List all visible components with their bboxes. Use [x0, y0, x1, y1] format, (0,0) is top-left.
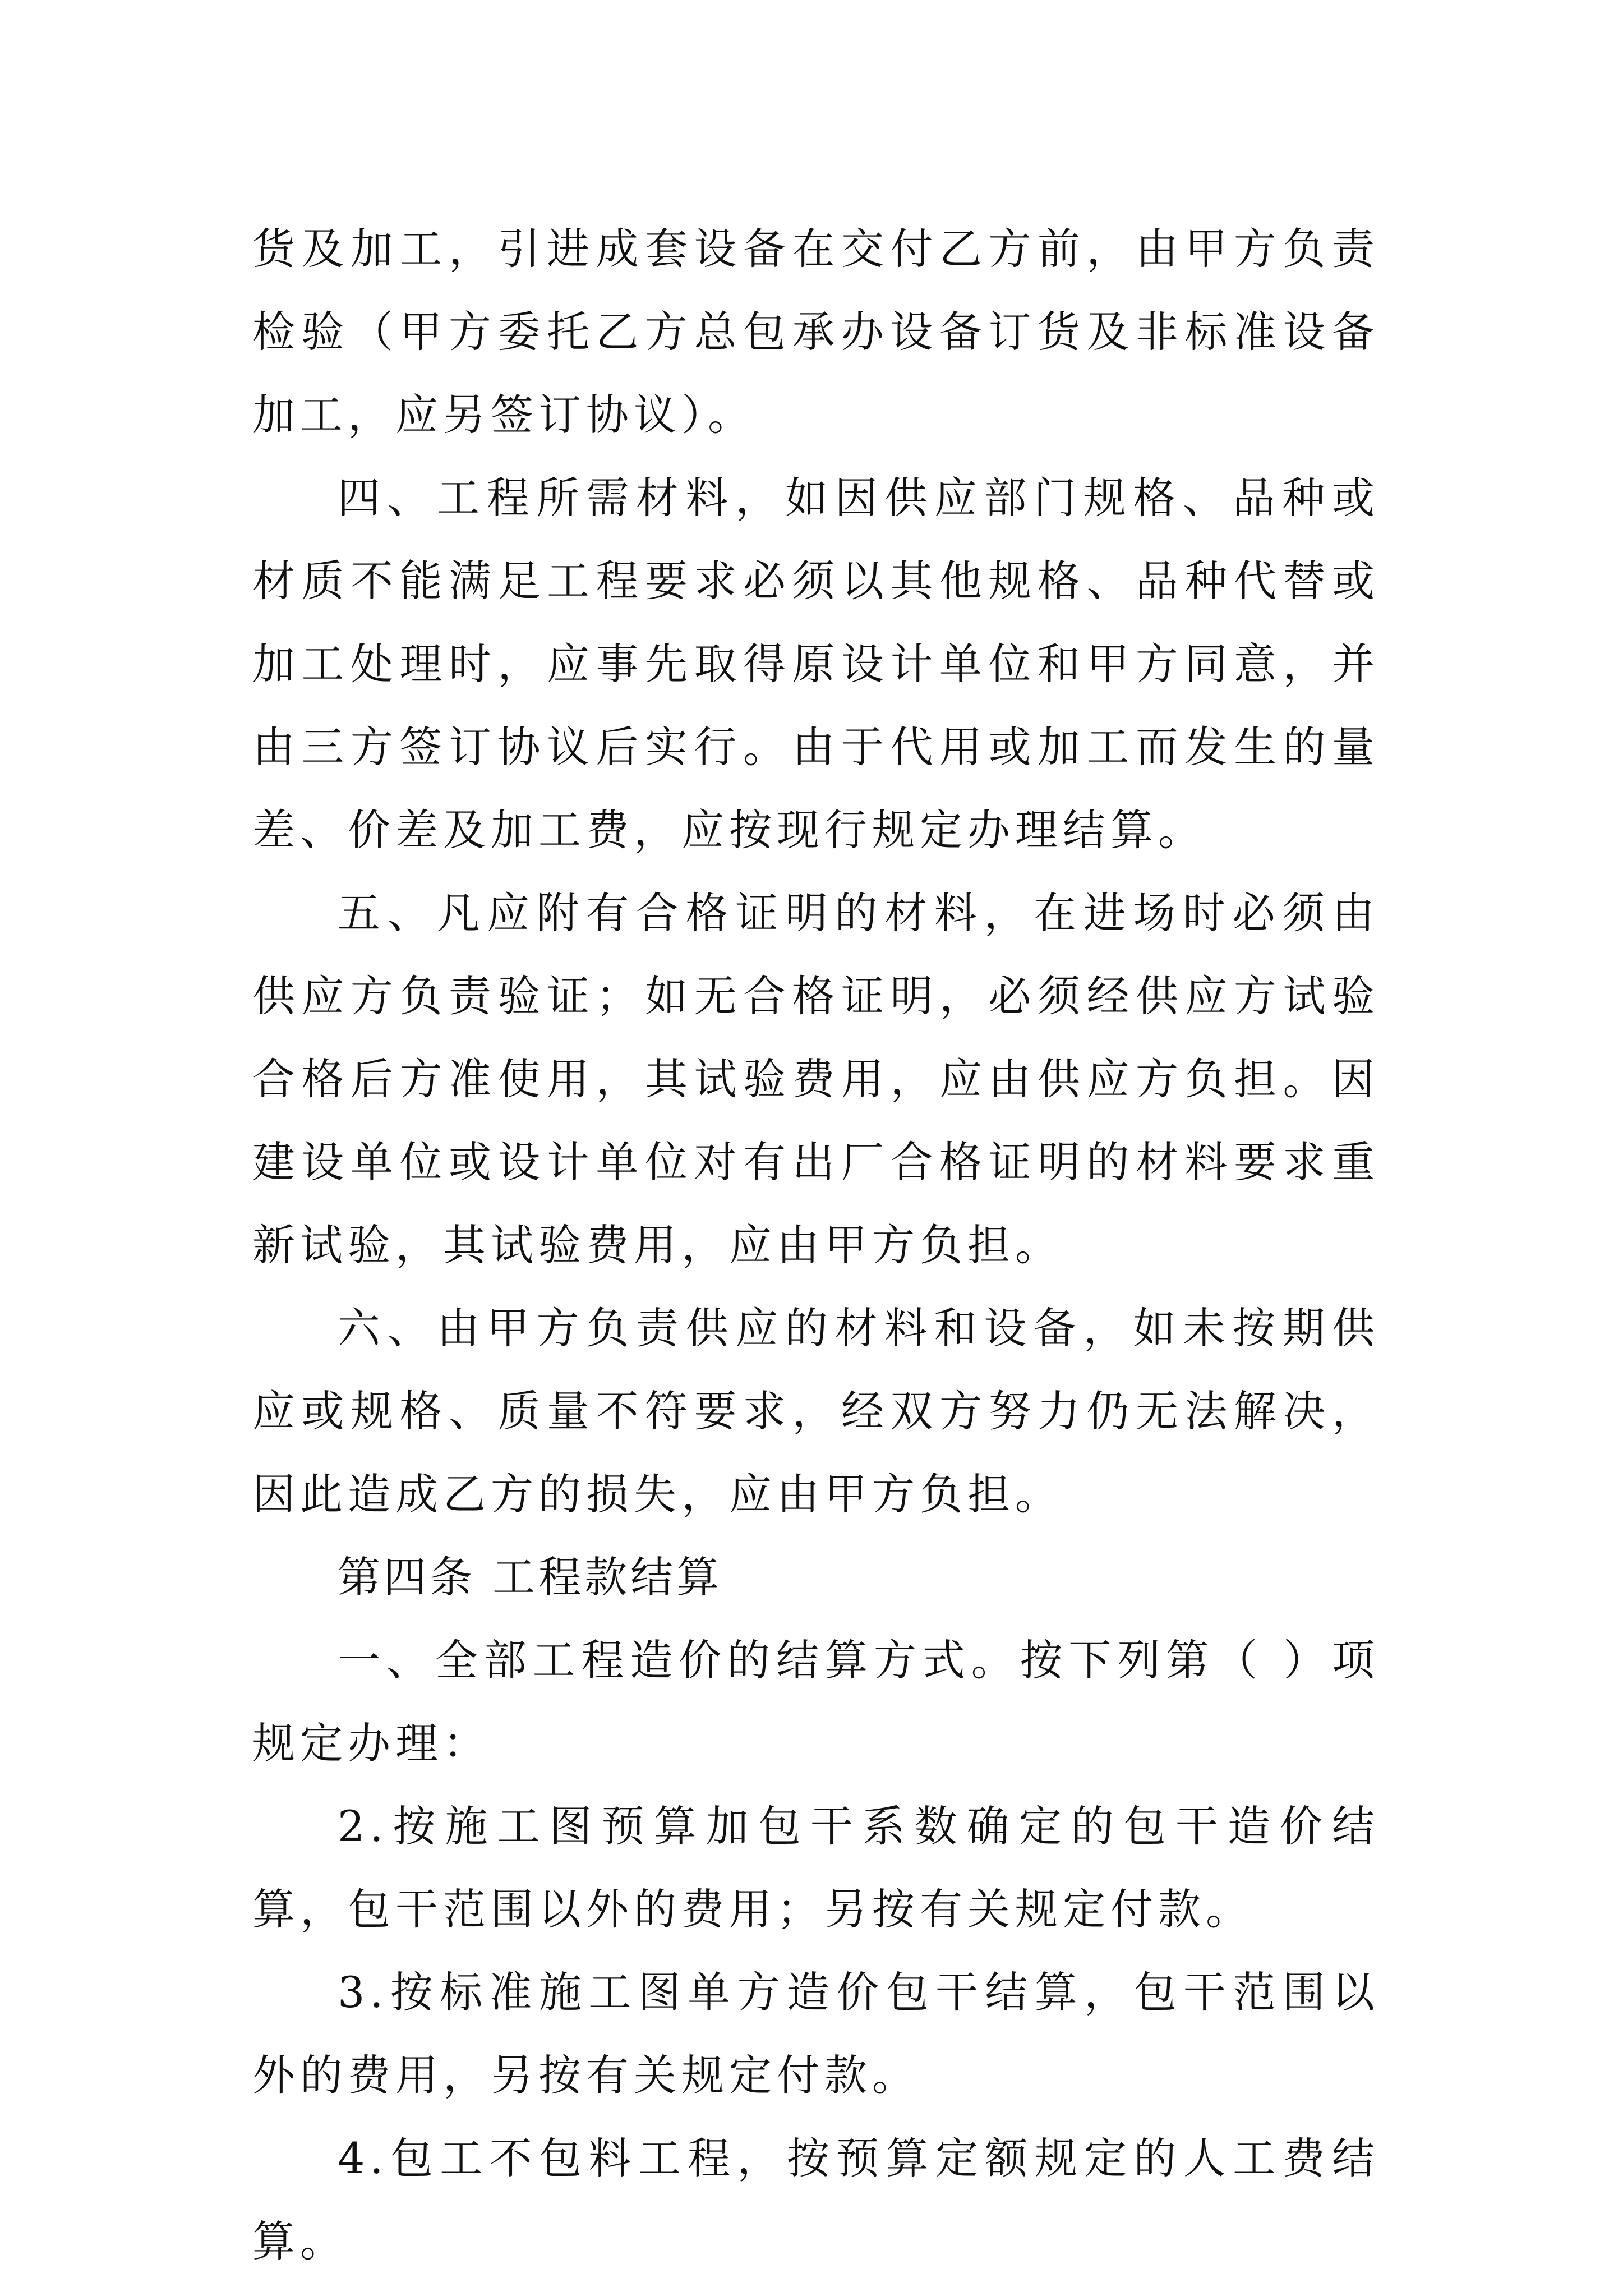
paragraph-settlement-3: 3.按标准施工图单方造价包干结算，包干范围以外的费用，另按有关规定付款。 [252, 1967, 1380, 2100]
document-page [252, 208, 1380, 2283]
article-heading: 第四条 工程款结算 [338, 1552, 723, 1602]
paragraph-item-5: 五、凡应附有合格证明的材料，在进场时必须由供应方负责验证；如无合格证明，必须经供应方试验合格后方准使用，其试验费用，应由供应方负担。因建设单位或设计单位对有出厂合格证明的材料要求重新试验，其试验费用，应由甲方负担。 [252, 888, 1380, 1270]
paragraph-settlement-1: 一、全部工程造价的结算方式。按下列第（ ）项规定办理： [252, 1635, 1380, 1768]
paragraph-item-4: 四、工程所需材料，如因供应部门规格、品种或材质不能满足工程要求必须以其他规格、品种代替或加工处理时，应事先取得原设计单位和甲方同意，并由三方签订协议后实行。由于代用或加工而发生的量差、价差及加工费，应按现行规定办理结算。 [252, 473, 1380, 855]
paragraph-settlement-4: 4.包工不包料工程，按预算定额规定的人工费结算。 [252, 2133, 1380, 2266]
paragraph-continuation: 货及加工，引进成套设备在交付乙方前，由甲方负责检验（甲方委托乙方总包承办设备订货及非标准设备加工，应另签订协议）。 [252, 224, 1380, 440]
paragraph-item-6: 六、由甲方负责供应的材料和设备，如未按期供应或规格、质量不符要求，经双方努力仍无法解决，因此造成乙方的损失，应由甲方负担。 [252, 1303, 1380, 1519]
paragraph-settlement-2: 2.按施工图预算加包干系数确定的包干造价结算，包干范围以外的费用；另按有关规定付款。 [252, 1801, 1380, 1934]
